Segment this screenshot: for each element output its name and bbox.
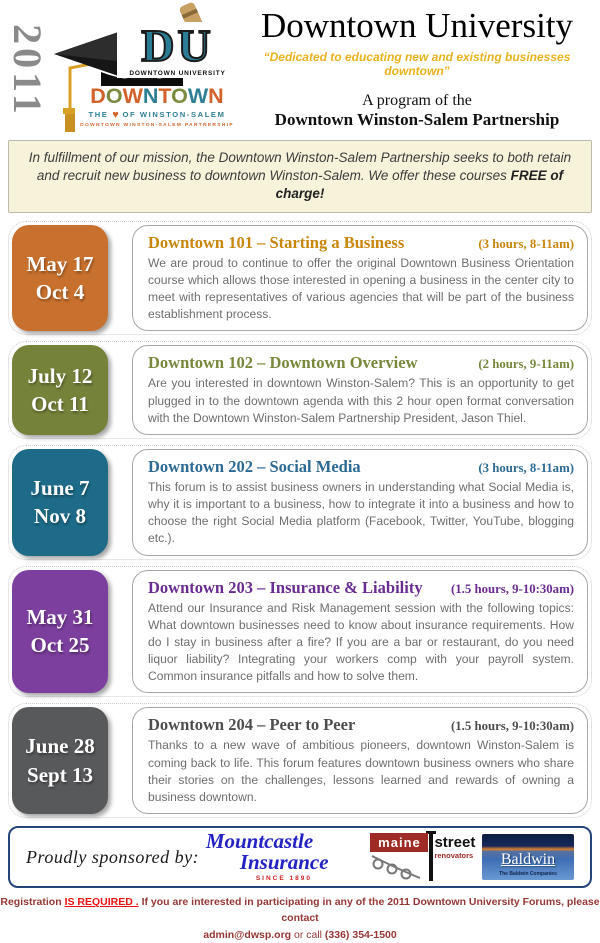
course-204-description: Thanks to a new wave of ambitious pioneers, downtown Winston-Salem is coming back to life. This forum features downtown business owners who share their stories on the challenges, lessons learned and rewards of owning a business downtown. xyxy=(148,738,574,804)
course-101-date-tab: May 17 Oct 4 xyxy=(12,225,108,332)
sponsors-label: Proudly sponsored by: xyxy=(26,846,200,867)
course-202-title: Downtown 202 – Social Media xyxy=(148,456,361,476)
header-titles xyxy=(240,6,594,130)
course-row-101 xyxy=(8,221,592,336)
course-row-202 xyxy=(8,445,592,560)
mission-statement: In fulfillment of our mission, the Downtown Winston-Salem Partnership seeks to both retain and recruit new business to downtown Winston-Salem. We offer these courses FREE of charge! xyxy=(8,140,592,213)
contact-email: admin@dwsp.org xyxy=(203,928,292,941)
year-label: 2011 xyxy=(5,24,50,118)
course-row-203 xyxy=(8,566,592,698)
registration-footer xyxy=(0,894,600,943)
course-101-title: Downtown 101 – Starting a Business xyxy=(148,232,405,252)
mountcastle-insurance-logo: Mountcastle Insurance SINCE 1890 xyxy=(205,829,329,883)
baldwin-logo: Baldwin The Baldwin Companies xyxy=(482,834,574,880)
course-204-box xyxy=(132,707,588,814)
course-102-title: Downtown 102 – Downtown Overview xyxy=(148,353,418,373)
course-203-description: Attend our Insurance and Risk Management session with the following topics: What downtown businesses need to know about insurance requirements. How do I stay in business after a fire? If you are a bar or restaurant, do you need liquor liability? Integrating your workers comp with your payroll system. Common insurance pitfalls and how to solve them. xyxy=(148,600,574,684)
course-203-date-tab: May 31 Oct 25 xyxy=(12,570,108,694)
registration-line-2: admin@dwsp.org or call (336) 354-1500 xyxy=(203,928,397,941)
page-subtitle: “Dedicated to educating new and existing businesses downtown” xyxy=(263,50,571,79)
is-required-highlight: IS REQUIRED . xyxy=(64,896,139,909)
downtown-wordmark: DOWNTOWN xyxy=(90,84,224,108)
page-title: Downtown University xyxy=(260,6,574,45)
course-row-102 xyxy=(8,341,592,439)
contact-phone: (336) 354-1500 xyxy=(324,928,397,941)
maine-street-renovators-logo: maine street renovators xyxy=(370,833,475,881)
course-row-204 xyxy=(8,703,592,818)
du-logo xyxy=(117,22,238,78)
course-202-description: This forum is to assist business owners in understanding what Social Media is, why it is important to a business, how to integrate it into a business and how to choose the right Social Media platform (Facebook, Twitter, YouTube, blogging etc.). xyxy=(148,479,574,546)
downtown-partnership-caption: DOWNTOWN WINSTON-SALEM PARTNERSHIP xyxy=(80,123,234,128)
downtown-winston-salem-logo xyxy=(75,86,239,128)
course-101-hours: (3 hours, 8-11am) xyxy=(478,236,574,251)
course-204-date-tab: June 28 Sept 13 xyxy=(12,707,108,814)
course-102-box xyxy=(132,345,588,435)
course-102-description: Are you interested in downtown Winston-Salem? This is an opportunity to get plugged in to the downtown agenda with this 2 hour open format conversation with the Downtown Winston-Salem Partnership President, Jason Thiel. xyxy=(148,376,574,425)
registration-line-1: Registration IS REQUIRED . If you are interested in participating in any of the 2011 Downtown University Forums, please contact xyxy=(0,896,600,925)
ironwork-decoration xyxy=(370,854,426,880)
header xyxy=(0,0,600,136)
du-logo-caption: DOWNTOWN UNIVERSITY xyxy=(129,70,226,77)
course-101-description: We are proud to continue to offer the original Downtown Business Orientation course which allows those interested in opening a business in the center city to meet with representatives of various agencies that will be part of the business establishment process. xyxy=(148,255,574,322)
course-203-box xyxy=(132,570,588,694)
program-line-2: Downtown Winston-Salem Partnership xyxy=(274,110,560,130)
program-line-1: A program of the xyxy=(362,92,472,110)
downtown-tagline: THE ♥ OF WINSTON-SALEM xyxy=(88,109,226,121)
course-202-hours: (3 hours, 8-11am) xyxy=(478,460,574,475)
lamppost-graphic xyxy=(429,833,433,881)
course-203-title: Downtown 203 – Insurance & Liability xyxy=(148,577,423,597)
du-logo-letters: DU xyxy=(141,20,214,71)
course-list xyxy=(8,221,592,818)
course-202-date-tab: June 7 Nov 8 xyxy=(12,449,108,556)
course-102-date-tab: July 12 Oct 11 xyxy=(12,345,108,435)
course-102-hours: (2 hours, 9-11am) xyxy=(478,357,574,372)
free-of-charge-highlight: FREE of charge xyxy=(275,168,564,202)
course-202-box xyxy=(132,449,588,556)
course-203-hours: (1.5 hours, 9-10:30am) xyxy=(451,581,574,596)
heart-icon: ♥ xyxy=(112,109,119,121)
course-204-hours: (1.5 hours, 9-10:30am) xyxy=(451,719,574,734)
course-101-box xyxy=(132,225,588,332)
course-204-title: Downtown 204 – Peer to Peer xyxy=(148,715,356,735)
sponsors-bar xyxy=(8,826,592,888)
